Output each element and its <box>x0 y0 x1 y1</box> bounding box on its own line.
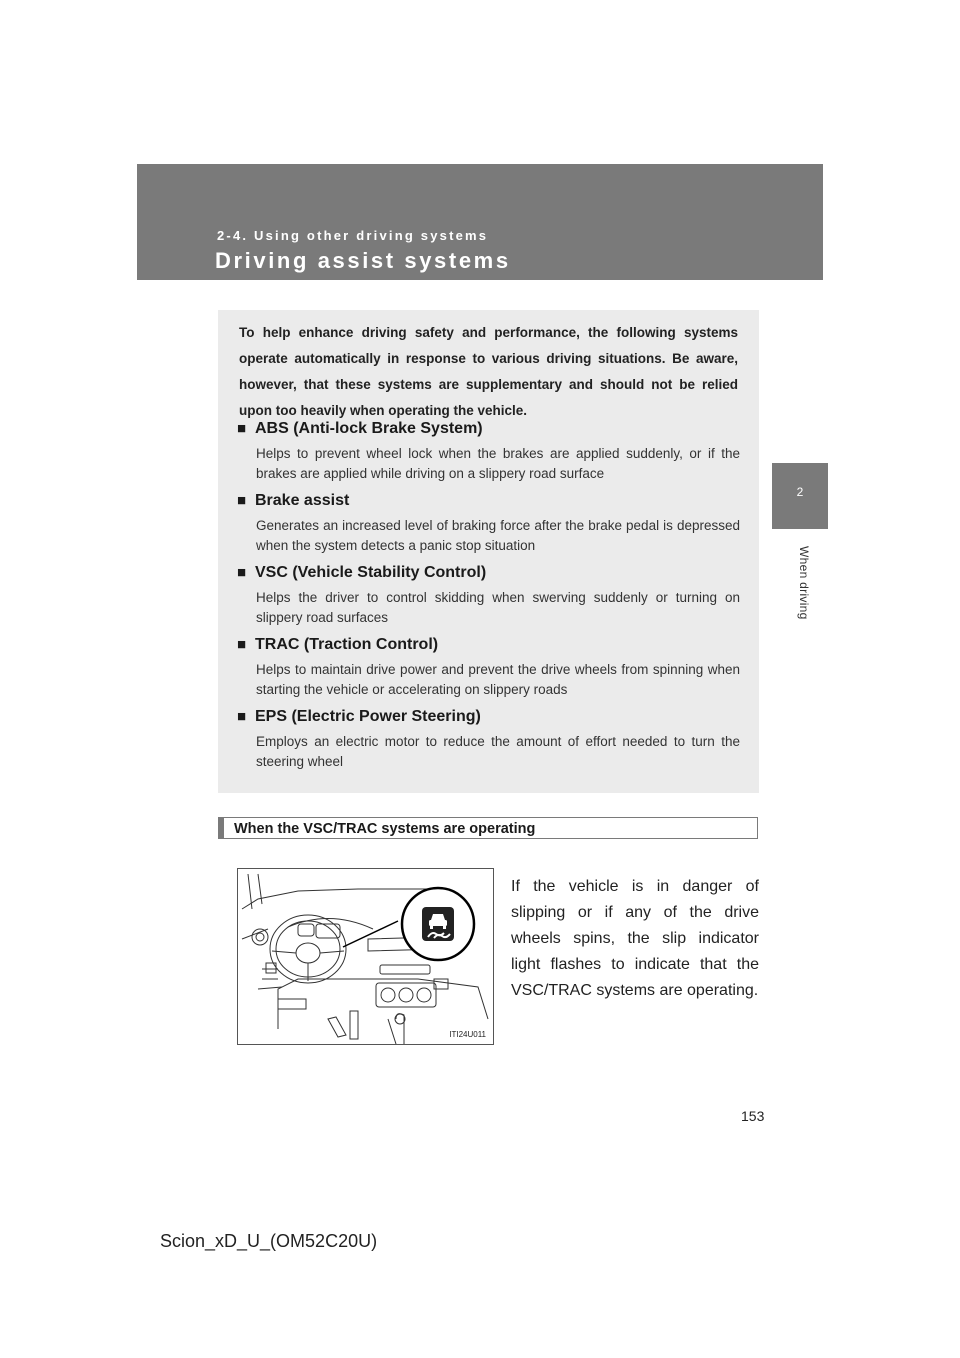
feature-title: TRAC (Traction Control) <box>255 636 439 653</box>
feature-description: Helps to prevent wheel lock when the brakes are applied suddenly, or if the brakes are applied while driving on a slippery road surface <box>256 446 740 481</box>
feature-description: Helps the driver to control skidding when swerving suddenly or turning on slippery road surfaces <box>256 590 740 625</box>
subsection-title: When the VSC/TRAC systems are operating <box>234 821 536 837</box>
square-bullet-icon: ■ <box>237 420 247 437</box>
subsection-heading <box>218 817 758 839</box>
feature-item <box>237 706 740 772</box>
feature-title: VSC (Vehicle Stability Control) <box>255 564 487 581</box>
chapter-number: 2 <box>796 485 804 499</box>
heading-bar <box>219 818 224 838</box>
section-label: 2-4. Using other driving systems <box>217 228 489 243</box>
square-bullet-icon: ■ <box>237 564 247 581</box>
chapter-tab[interactable] <box>772 463 828 529</box>
chapter-header <box>137 164 823 280</box>
page-number: 153 <box>741 1108 765 1124</box>
feature-item <box>237 418 740 484</box>
slip-indicator-icon <box>422 907 454 941</box>
feature-item <box>237 562 740 628</box>
feature-description: Generates an increased level of braking force after the brake pedal is depressed when the system detects a panic stop situation <box>256 518 740 553</box>
feature-title: ABS (Anti-lock Brake System) <box>255 420 483 437</box>
feature-title: Brake assist <box>255 492 350 509</box>
document-footer: Scion_xD_U_(OM52C20U) <box>160 1231 378 1251</box>
page-title: Driving assist systems <box>215 248 511 273</box>
intro-text: To help enhance driving safety and performance, the following systems operate automatically in response to various driving situations. Be aware, however, that these systems are supplementary and should not be relied upon too heavily when operating the vehicle. <box>239 325 738 418</box>
feature-item <box>237 634 740 700</box>
body-paragraph: If the vehicle is in danger of slipping or if any of the drive wheels spins, the slip indicator light flashes to indicate that the VSC/TRAC systems are operating. <box>511 878 759 999</box>
info-box <box>218 310 759 793</box>
feature-description: Helps to maintain drive power and prevent the drive wheels from spinning when starting the vehicle or accelerating on slippery roads <box>256 662 740 697</box>
square-bullet-icon: ■ <box>237 636 247 653</box>
square-bullet-icon: ■ <box>237 708 247 725</box>
square-bullet-icon: ■ <box>237 492 247 509</box>
dashboard-illustration <box>237 868 494 1045</box>
dashboard-drawing <box>238 869 494 1045</box>
feature-description: Employs an electric motor to reduce the amount of effort needed to turn the steering wheel <box>256 734 740 769</box>
figure-code: ITI24U011 <box>449 1030 486 1039</box>
feature-item <box>237 490 740 556</box>
feature-title: EPS (Electric Power Steering) <box>255 708 481 725</box>
chapter-label: When driving <box>797 546 811 620</box>
